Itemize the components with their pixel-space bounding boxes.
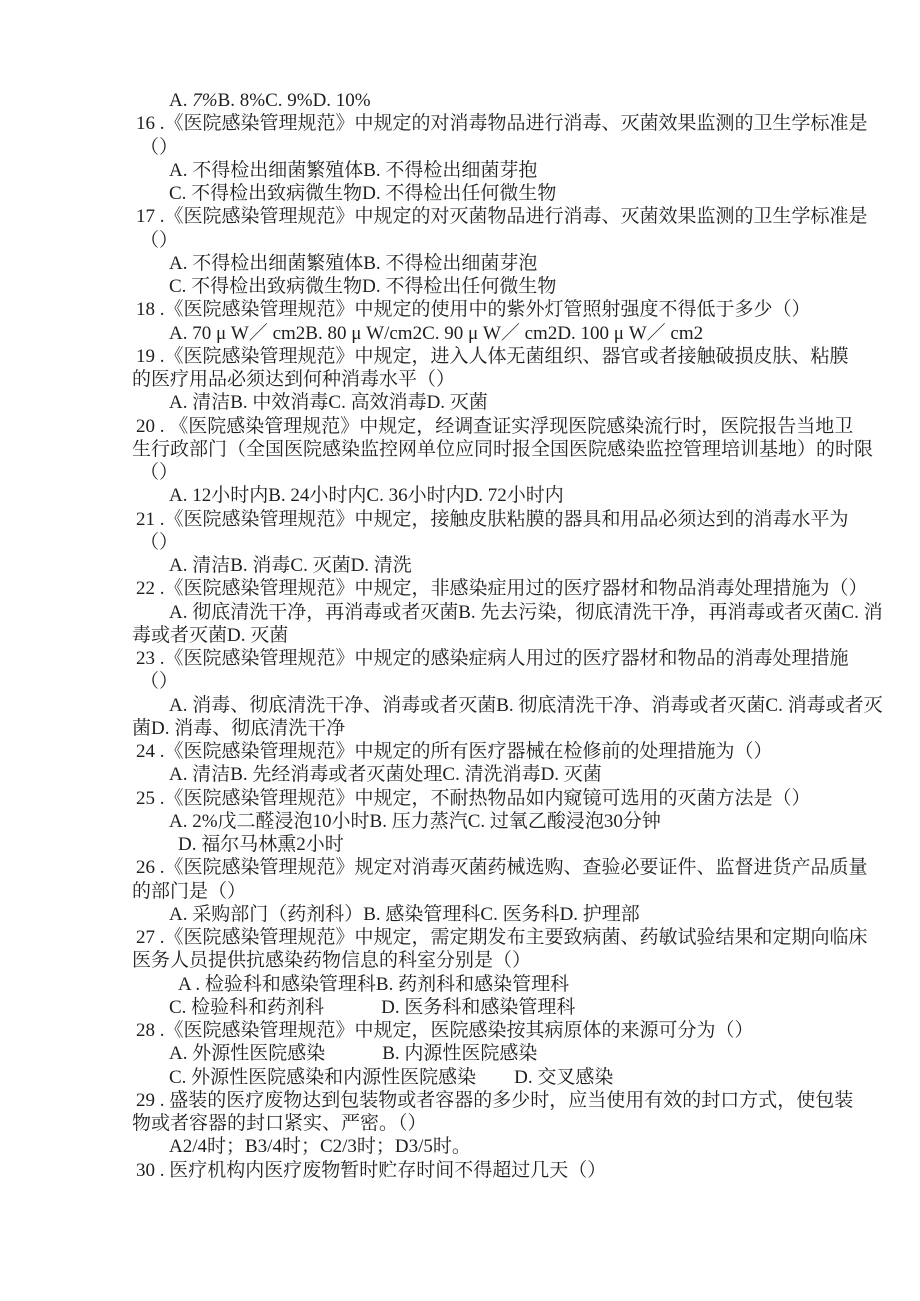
text-line: [132, 601, 883, 624]
text-line: [132, 554, 820, 577]
text-line: [132, 438, 874, 461]
text-line: [132, 670, 820, 693]
text-segment: 19 .《医院感染管理规范》中规定，进入人体无菌组织、器官或者接触破损皮肤、粘膜: [136, 345, 849, 367]
text-line: [132, 368, 820, 391]
text-segment: 22 .《医院感染管理规范》中规定，非感染症用过的医疗器材和物品消毒处理措施为（）: [136, 578, 868, 600]
text-segment: 21 .《医院感染管理规范》中规定，接触皮肤粘膜的器具和用品必须达到的消毒水平为: [136, 508, 849, 530]
text-line: [132, 577, 868, 600]
text-line: [132, 926, 868, 949]
text-segment: 18 .《医院感染管理规范》中规定的使用中的紫外灯管照射强度不得低于多少（）: [136, 299, 811, 321]
text-segment: 生行政部门（全国医院感染监控网单位应同时报全国医院感染监控管理培训基地）的时限: [132, 438, 874, 460]
text-line: [132, 833, 820, 856]
text-segment: D. 福尔马林熏2小时: [178, 834, 344, 855]
text-line: [132, 1159, 820, 1182]
text-segment: B. 8%C. 9%D. 10%: [217, 90, 371, 111]
text-segment: A. 清洁B. 消毒C. 灭菌D. 清洗: [169, 555, 412, 576]
text-segment: A. 不得检出细菌繁殖体B. 不得检出细菌芽抱: [169, 159, 538, 181]
text-line: [132, 252, 820, 275]
text-segment: 25 .《医院感染管理规范》中规定，不耐热物品如内窥镜可选用的灭菌方法是（）: [136, 787, 811, 809]
text-line: [132, 461, 820, 484]
text-line: [132, 647, 849, 670]
text-segment: 20 . 《医院感染管理规范》中规定，经调查证实浮现医院感染流行时，医院报告当地卫: [136, 415, 854, 437]
text-segment: （）: [140, 229, 179, 251]
text-line: [132, 484, 820, 507]
text-segment: （）: [140, 671, 179, 693]
text-segment: 物或者容器的封口紧实、严密。（）: [132, 1113, 427, 1134]
text-segment: C. 不得检出致病微生物D. 不得检出任何微生物: [169, 183, 557, 204]
text-line: [132, 996, 820, 1019]
text-segment: 的部门是（）: [132, 880, 247, 902]
text-segment: A. 彻底清洗干净，再消毒或者灭菌B. 先去污染，彻底清洗干净，再消毒或者灭菌C. 消: [169, 601, 883, 623]
text-segment: C. 外源性医院感染和内源性医院感染 D. 交叉感染: [169, 1066, 614, 1088]
text-segment: C. 检验科和药剂科 D. 医务科和感染管理科: [169, 996, 576, 1018]
text-segment: 27 .《医院感染管理规范》中规定，需定期发布主要致病菌、药敏试验结果和定期向临床: [136, 927, 868, 948]
text-line: [132, 508, 849, 531]
text-line: [132, 136, 820, 159]
text-segment: 24 .《医院感染管理规范》中规定的所有医疗器械在检修前的处理措施为（）: [136, 741, 773, 762]
text-segment: 菌D. 消毒、彻底清洗干净: [132, 717, 346, 739]
text-segment: A. 外源性医院感染 B. 内源性医院感染: [169, 1043, 538, 1065]
text-line: [132, 1089, 854, 1112]
text-line: [132, 763, 820, 786]
text-segment: A. 2%戊二醛浸泡10小时B. 压力蒸汽C. 过氧乙酸浸泡30分钟: [169, 810, 661, 832]
text-line: [132, 89, 820, 112]
text-segment: 30 . 医疗机构内医疗废物暂时贮存时间不得超过几天（）: [136, 1159, 607, 1181]
text-line: [132, 415, 854, 438]
text-line: [132, 1112, 820, 1135]
text-line: [132, 717, 820, 740]
text-segment: （）: [140, 531, 179, 553]
text-line: [132, 182, 820, 205]
text-segment: 26 .《医院感染管理规范》规定对消毒灭菌药械选购、查验必要证件、监督进货产品质量: [136, 857, 868, 879]
text-segment: A. 12小时内B. 24小时内C. 36小时内D. 72小时内: [169, 485, 564, 507]
text-segment: 29 . 盛装的医疗废物达到包装物或者容器的多少时，应当使用有效的封口方式，使包装: [136, 1089, 854, 1111]
text-segment: A.: [169, 90, 193, 111]
text-line: [132, 973, 820, 996]
text-line: [132, 322, 820, 345]
text-line: [132, 205, 868, 228]
text-line: [132, 112, 868, 135]
text-line: [132, 159, 820, 182]
text-segment: 16 .《医院感染管理规范》中规定的对消毒物品进行消毒、灭菌效果监测的卫生学标准是: [136, 113, 868, 135]
text-line: [132, 787, 820, 810]
text-segment: A. 清洁B. 中效消毒C. 高效消毒D. 灭菌: [169, 392, 488, 414]
text-segment: 23 .《医院感染管理规范》中规定的感染症病人用过的医疗器材和物品的消毒处理措施: [136, 648, 849, 669]
text-segment: A . 检验科和感染管理科B. 药剂科和感染管理科: [178, 973, 570, 995]
italic-text-segment: 7%: [192, 90, 218, 111]
text-line: [132, 694, 883, 717]
text-segment: C. 不得检出致病微生物D. 不得检出任何微生物: [169, 276, 557, 297]
text-segment: A. 70 μ W／ cm2B. 80 μ W/cm2C. 90 μ W／ cm2D. 100 μ W／ cm2: [169, 322, 704, 344]
text-line: [132, 298, 820, 321]
text-line: [132, 1042, 820, 1065]
text-segment: 医务人员提供抗感染药物信息的科室分别是（）: [132, 950, 532, 972]
text-line: [132, 810, 820, 833]
text-segment: （）: [140, 136, 179, 158]
text-line: [132, 624, 820, 647]
text-line: [132, 345, 849, 368]
text-line: [132, 1135, 820, 1158]
text-line: [132, 1066, 820, 1089]
text-line: [132, 880, 820, 903]
text-line: [132, 856, 868, 879]
text-line: [132, 949, 820, 972]
text-line: [132, 275, 820, 298]
text-line: [132, 391, 820, 414]
text-line: [132, 903, 820, 926]
text-line: [132, 229, 820, 252]
text-line: [132, 740, 820, 763]
text-segment: A. 采购部门（药剂科）B. 感染管理科C. 医务科D. 护理部: [169, 903, 640, 925]
text-line: [132, 1019, 820, 1042]
text-segment: 毒或者灭菌D. 灭菌: [132, 624, 289, 646]
text-segment: A. 不得检出细菌繁殖体B. 不得检出细菌芽泡: [169, 252, 538, 274]
text-line: [132, 531, 820, 554]
text-segment: A. 清洁B. 先经消毒或者灭菌处理C. 清洗消毒D. 灭菌: [169, 764, 602, 786]
text-segment: 28 .《医院感染管理规范》中规定，医院感染按其病原体的来源可分为（）: [136, 1020, 754, 1041]
text-segment: （）: [140, 462, 179, 483]
text-segment: A. 消毒、彻底清洗干净、消毒或者灭菌B. 彻底清洗干净、消毒或者灭菌C. 消毒或者灭: [169, 694, 883, 716]
text-segment: 的医疗用品必须达到何种消毒水平（）: [132, 369, 456, 390]
text-segment: A2/4时；B3/4时；C2/3时；D3/5时。: [169, 1136, 471, 1158]
text-segment: 17 .《医院感染管理规范》中规定的对灭菌物品进行消毒、灭菌效果监测的卫生学标准是: [136, 206, 868, 228]
